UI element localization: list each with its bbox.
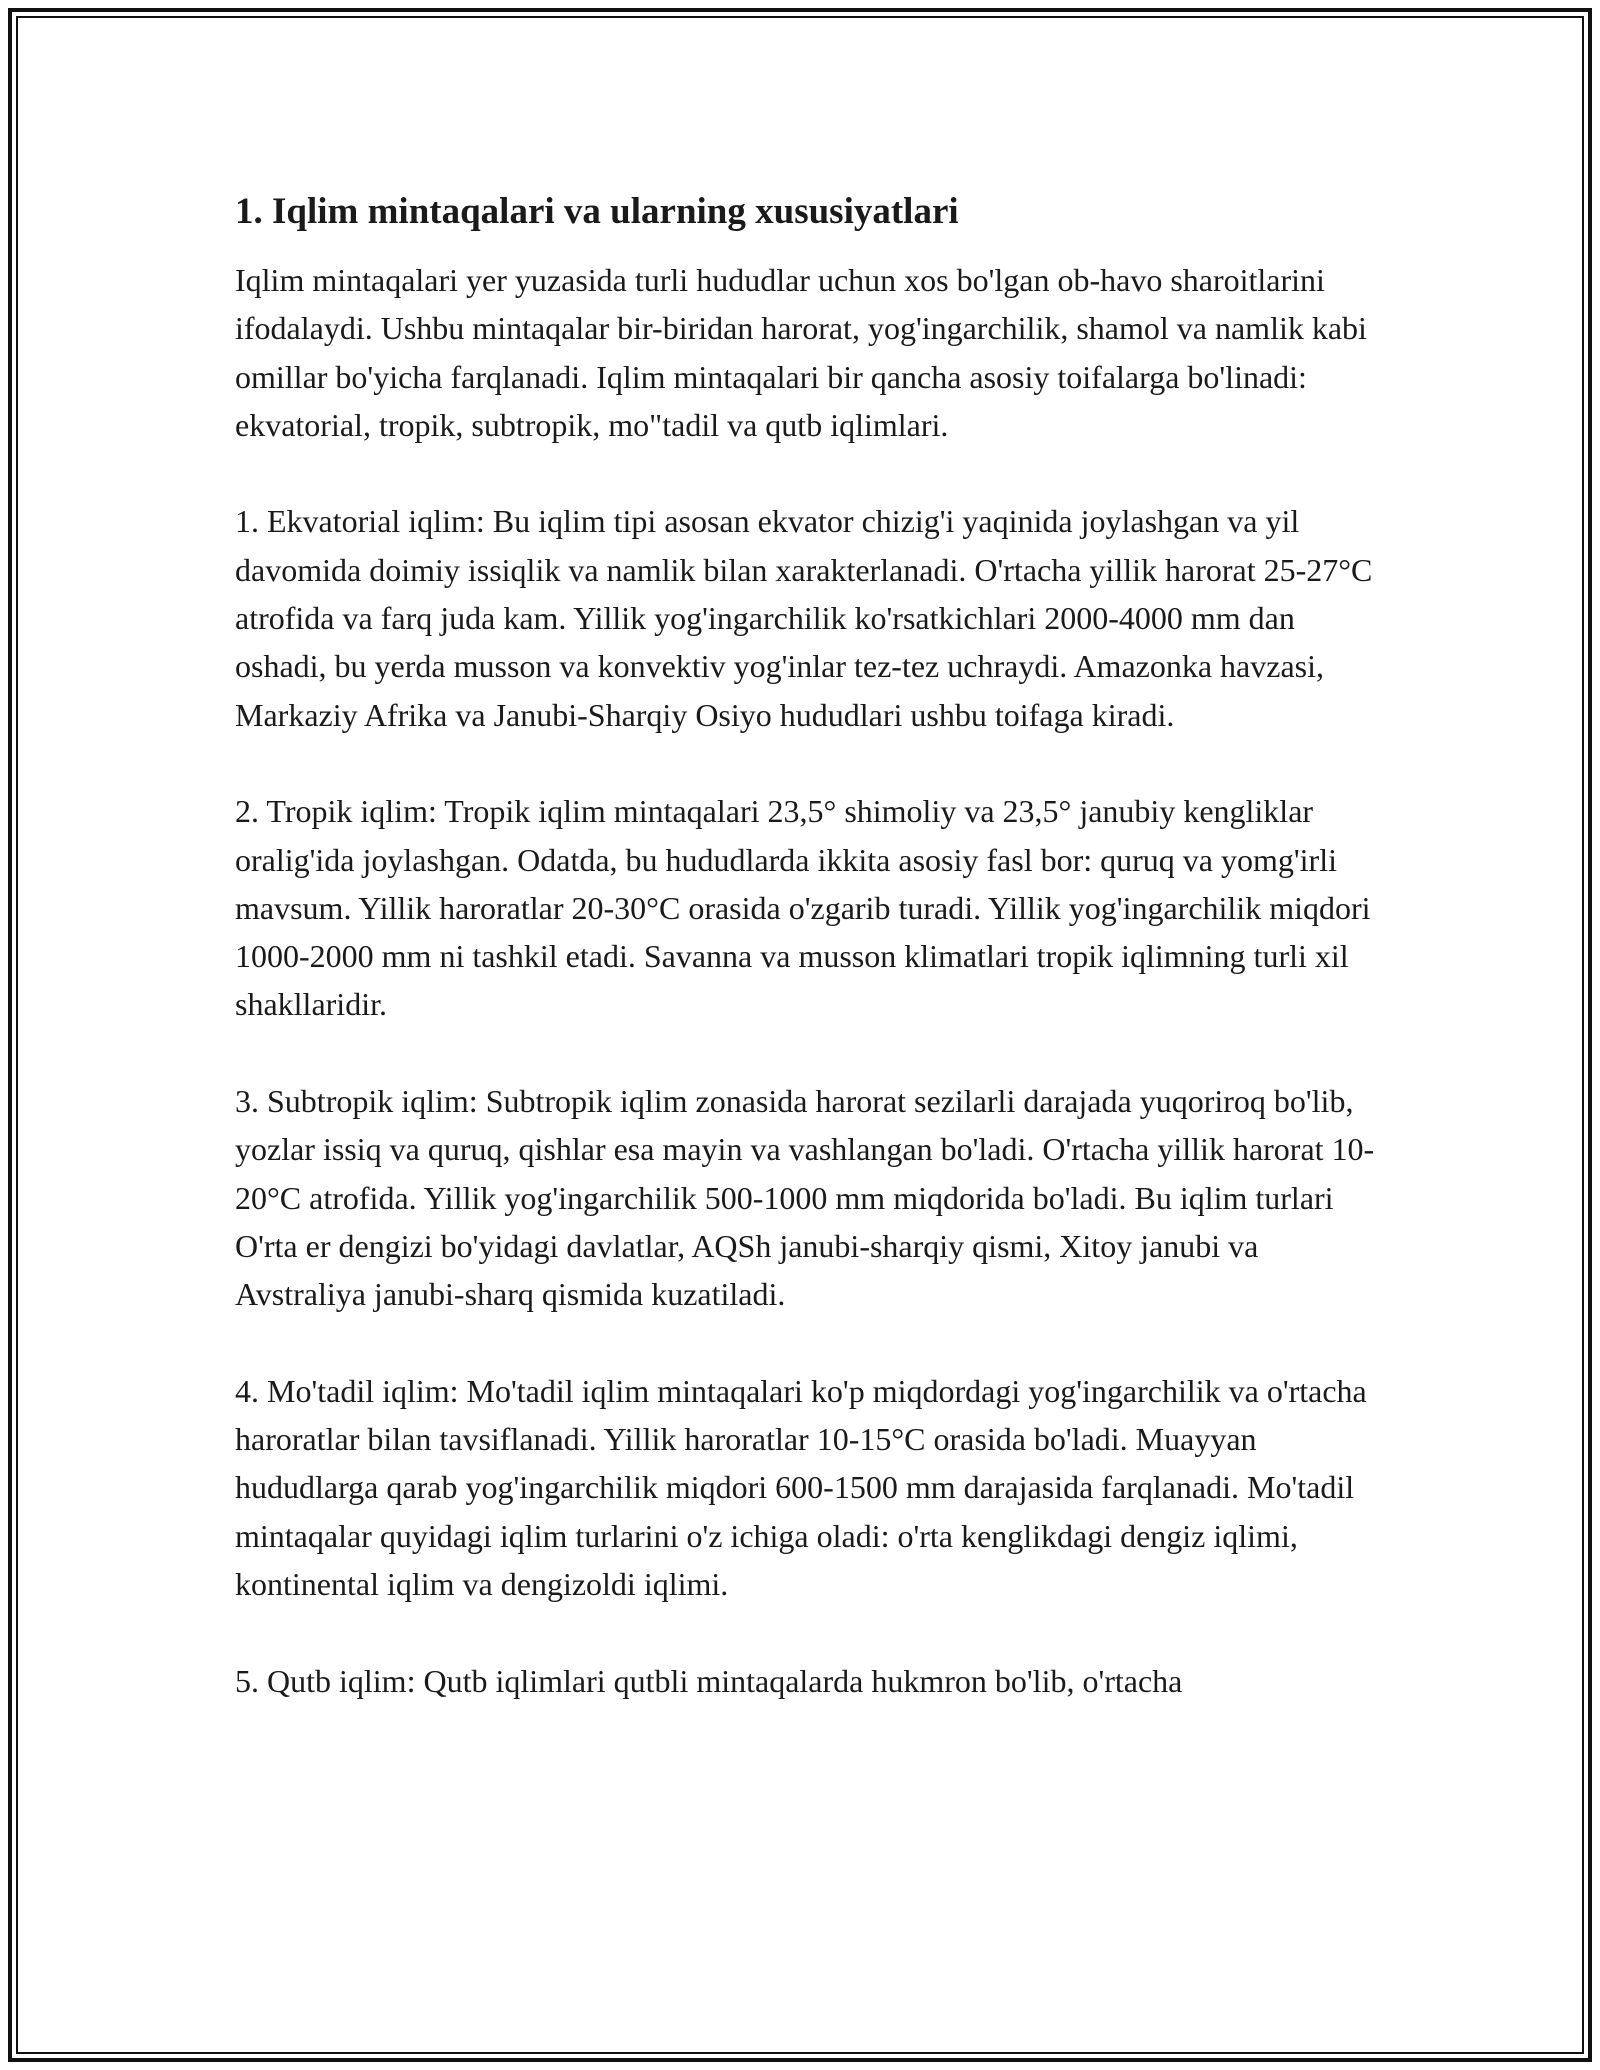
section-heading: 1. Iqlim mintaqalari va ularning xususiyatlari xyxy=(235,191,959,232)
tropical-climate-paragraph: 2. Tropik iqlim: Tropik iqlim mintaqalari 23,5° shimoliy va 23,5° janubiy kengliklar oralig'ida joylashgan. Odatda, bu hududlarda ikkita asosiy fasl bor: quruq va yomg'irli mavsum. Yillik haroratlar 20-30°C orasida o'zgarib turadi. Yillik yog'ingarchilik miqdori 1000-2000 mm ni tashkil etadi. Savanna va musson klimatlari tropik iqlimning turli xil shakllaridir. xyxy=(235,793,1371,1023)
subtropical-climate-paragraph: 3. Subtropik iqlim: Subtropik iqlim zonasida harorat sezilarli darajada yuqoriroq bo'lib, yozlar issiq va quruq, qishlar esa mayin va vashlangan bo'ladi. O'rtacha yillik harorat 10-20°C atrofida. Yillik yog'ingarchilik 500-1000 mm miqdorida bo'ladi. Bu iqlim turlari O'rta er dengizi bo'yidagi davlatlar, AQSh janubi-sharqiy qismi, Xitoy janubi va Avstraliya janubi-sharq qismida kuzatiladi. xyxy=(235,1083,1375,1313)
document-body xyxy=(235,188,1385,1753)
temperate-climate-paragraph: 4. Mo'tadil iqlim: Mo'tadil iqlim mintaqalari ko'p miqdordagi yog'ingarchilik va o'rtacha haroratlar bilan tavsiflanadi. Yillik haroratlar 10-15°C orasida bo'ladi. Muayyan hududlarga qarab yog'ingarchilik miqdori 600-1500 mm darajasida farqlanadi. Mo'tadil mintaqalar quyidagi iqlim turlarini o'z ichiga oladi: o'rta kenglikdagi dengiz iqlimi, kontinental iqlim va dengizoldi iqlimi. xyxy=(235,1372,1367,1603)
polar-climate-paragraph: 5. Qutb iqlim: Qutb iqlimlari qutbli mintaqalarda hukmron bo'lib, o'rtacha xyxy=(235,1662,1183,1699)
equatorial-climate-paragraph: 1. Ekvatorial iqlim: Bu iqlim tipi asosan ekvator chizig'i yaqinida joylashgan va yil davomida doimiy issiqlik va namlik bilan xarakterlanadi. O'rtacha yillik harorat 25-27°C atrofida va farq juda kam. Yillik yog'ingarchilik ko'rsatkichlari 2000-4000 mm dan oshadi, bu yerda musson va konvektiv yog'inlar tez-tez uchraydi. Amazonka havzasi, Markaziy Afrika va Janubi-Sharqiy Osiyo hududlari ushbu toifaga kiradi. xyxy=(235,503,1373,733)
intro-paragraph: Iqlim mintaqalari yer yuzasida turli hududlar uchun xos bo'lgan ob-havo sharoitlarini ifodalaydi. Ushbu mintaqalar bir-biridan harorat, yog'ingarchilik, shamol va namlik kabi omillar bo'yicha farqlanadi. Iqlim mintaqalari bir qancha asosiy toifalarga bo'linadi: ekvatorial, tropik, subtropik, mo"tadil va qutb iqlimlari. xyxy=(235,262,1367,443)
